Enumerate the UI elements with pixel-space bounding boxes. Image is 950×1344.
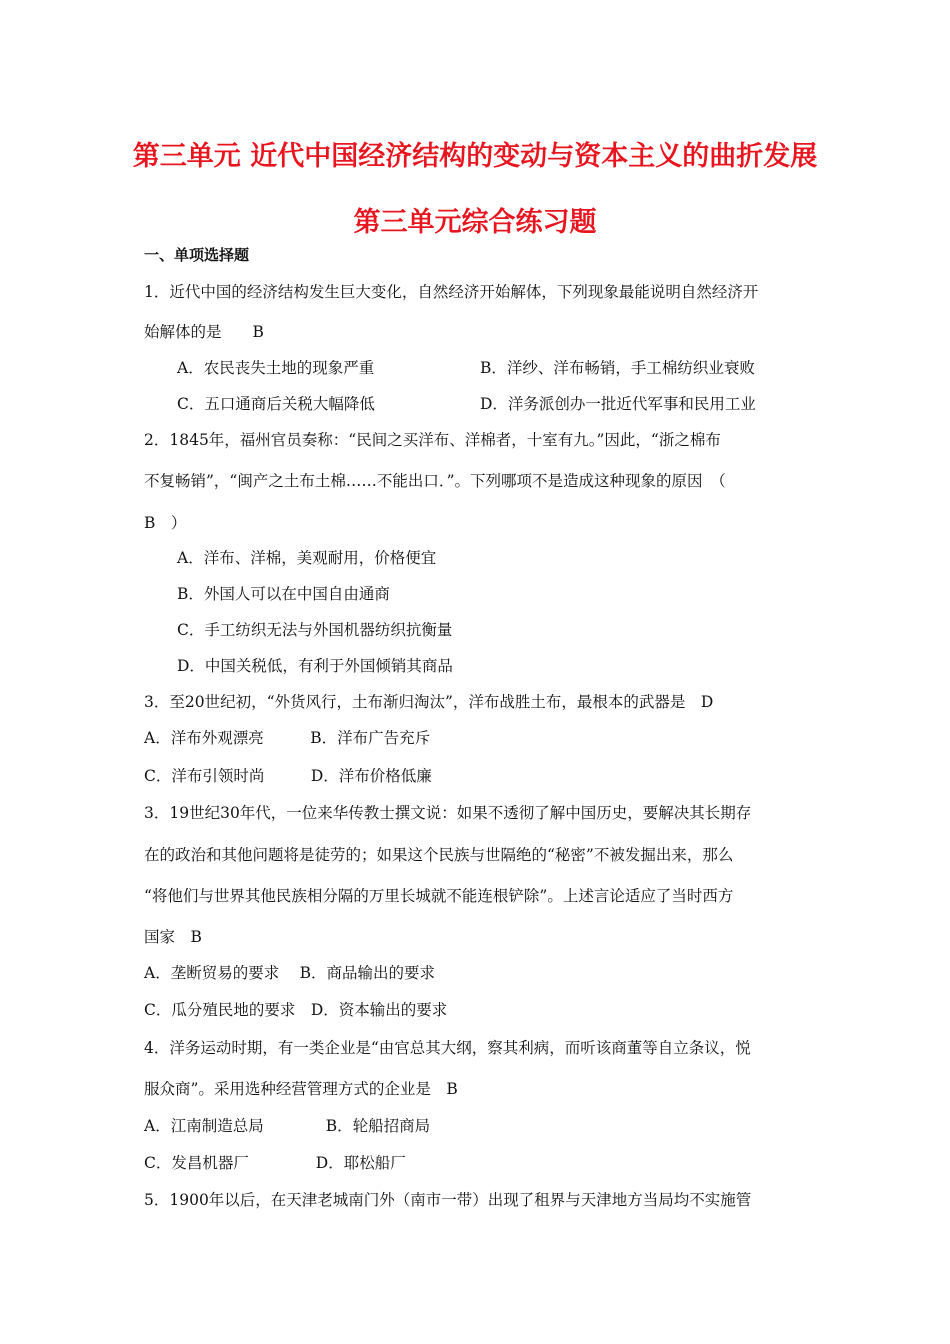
question-2-option-c: C．手工纺织无法与外国机器纺织抗衡量 (177, 621, 453, 639)
question-3b-stem-line-2: 在的政治和其他问题将是徒劳的；如果这个民族与世隔绝的“秘密”不被发掘出来，那么 (144, 846, 734, 864)
question-1-stem-line-2: 始解体的是 B (144, 323, 264, 341)
question-1-option-a: A．农民丧失土地的现象严重 (177, 359, 375, 377)
document-title: 第三单元 近代中国经济结构的变动与资本主义的曲折发展 (132, 141, 818, 172)
question-1-option-d: D．洋务派创办一批近代军事和民用工业 (480, 395, 756, 413)
question-2-stem-line-3: B ） (144, 514, 187, 532)
question-4-options-ab: A．江南制造总局 B．轮船招商局 (144, 1117, 431, 1135)
question-3a-options-cd: C．洋布引领时尚 D．洋布价格低廉 (144, 767, 432, 785)
question-4-stem-line-2: 服众商”。采用选种经营管理方式的企业是 B (144, 1080, 458, 1098)
question-3b-options-cd: C．瓜分殖民地的要求 D．资本输出的要求 (144, 1001, 448, 1019)
question-3b-stem-line-3: “将他们与世界其他民族相分隔的万里长城就不能连根铲除”。上述言论适应了当时西方 (144, 887, 734, 905)
question-2-stem-line-1: 2．1845年，福州官员奏称：“民间之买洋布、洋棉者，十室有九。”因此，“浙之棉布 (144, 431, 721, 449)
question-2-option-b: B．外国人可以在中国自由通商 (177, 585, 390, 603)
document-subtitle: 第三单元综合练习题 (353, 207, 597, 238)
question-3b-stem-line-1: 3．19世纪30年代，一位来华传教士撰文说：如果不透彻了解中国历史，要解决其长期存 (144, 804, 752, 822)
question-4-options-cd: C．发昌机器厂 D．耶松船厂 (144, 1154, 406, 1172)
question-1-option-c: C．五口通商后关税大幅降低 (177, 395, 375, 413)
question-5-stem-line-1: 5．1900年以后，在天津老城南门外（南市一带）出现了租界与天津地方当局均不实施管 (144, 1191, 752, 1209)
question-1-option-b: B．洋纱、洋布畅销，手工棉纺织业衰败 (480, 359, 755, 377)
section-heading: 一、单项选择题 (144, 246, 250, 264)
question-2-option-a: A．洋布、洋棉，美观耐用，价格便宜 (177, 549, 437, 567)
question-3a-stem: 3．至20世纪初，“外货风行，土布渐归淘汰”，洋布战胜土布，最根本的武器是 D (144, 693, 714, 711)
question-3b-options-ab: A．垄断贸易的要求 B．商品输出的要求 (144, 964, 436, 982)
question-3a-options-ab: A．洋布外观漂亮 B．洋布广告充斥 (144, 729, 431, 747)
question-4-stem-line-1: 4．洋务运动时期，有一类企业是“由官总其大纲，察其利病，而听该商董等自立条议，悦 (144, 1039, 751, 1057)
question-2-option-d: D．中国关税低，有利于外国倾销其商品 (177, 657, 453, 675)
question-1-stem-line-1: 1．近代中国的经济结构发生巨大变化，自然经济开始解体，下列现象最能说明自然经济开 (144, 283, 759, 301)
question-3b-stem-line-4: 国家 B (144, 928, 202, 946)
question-2-stem-line-2: 不复畅销”，“闽产之土布土棉……不能出口．”。下列哪项不是造成这种现象的原因 （ (144, 472, 726, 490)
